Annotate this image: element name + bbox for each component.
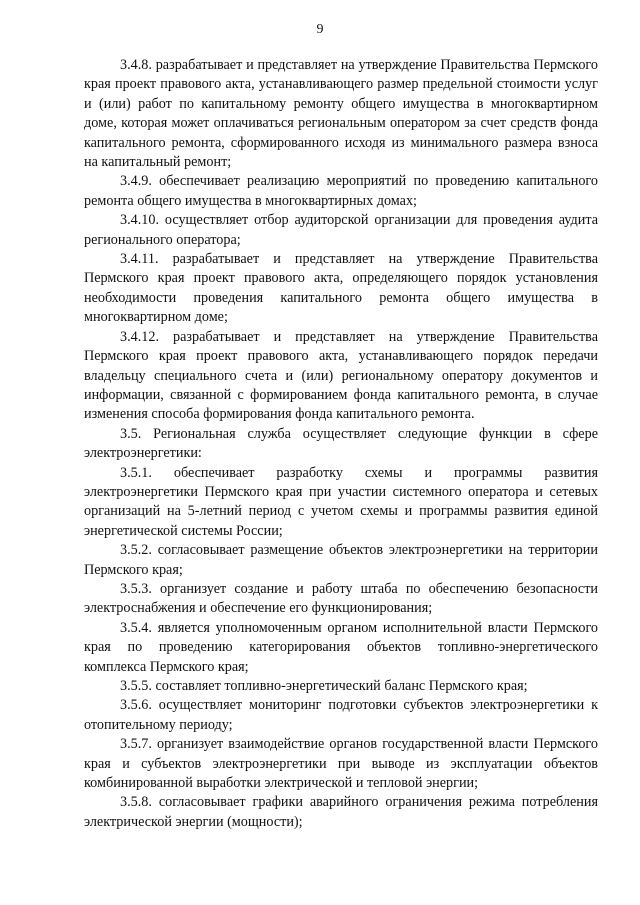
paragraph-3-4-11: 3.4.11. разрабатывает и представляет на утверждение Правительства Пермского края проект правового акта, определяющего порядок установления необходимости проведения капитального ремонта общего имущества в многоквартирном доме; — [84, 251, 598, 326]
paragraph-3-4-10: 3.4.10. осуществляет отбор аудиторской организации для проведения аудита регионального оператора; — [84, 212, 598, 248]
paragraph-3-5-5: 3.5.5. составляет топливно-энергетический баланс Пермского края; — [120, 678, 528, 694]
paragraph-3-5-1: 3.5.1. обеспечивает разработку схемы и программы развития электроэнергетики Пермского края при участии системного оператора и сетевых организаций на 5-летний период с учетом схемы и программы развития единой энергетической системы России; — [84, 464, 598, 539]
paragraph-3-5-7: 3.5.7. организует взаимодействие органов государственной власти Пермского края и субъектов электроэнергетики при выводе из эксплуатации объектов комбинированной выработки электрической и тепловой энергии; — [84, 736, 598, 792]
paragraph-3-5-4: 3.5.4. является уполномоченным органом исполнительной власти Пермского края по проведению категорирования объектов топливно-энергетического комплекса Пермского края; — [84, 619, 598, 675]
paragraph-3-5-3: 3.5.3. организует создание и работу штаба по обеспечению безопасности электроснабжения и обеспечение его функционирования; — [84, 580, 598, 617]
paragraph-3-5-2: 3.5.2. согласовывает размещение объектов электроэнергетики на территории Пермского края; — [84, 542, 598, 578]
paragraph-3-4-12: 3.4.12. разрабатывает и представляет на утверждение Правительства Пермского края проект правового акта, устанавливающего порядок передачи владельцу специального счета и (или) региональному оператору документов и информации, связанной с формированием фонда капитального ремонта, в случае изменения способа формирования фонда капитального ремонта. — [84, 328, 598, 423]
document-body — [84, 56, 598, 832]
paragraph-3-5: 3.5. Региональная служба осуществляет следующие функции в сфере электроэнергетики: — [84, 425, 598, 462]
page-number: 9 — [316, 22, 324, 37]
paragraph-3-5-8: 3.5.8. согласовывает графики аварийного ограничения режима потребления электрической энергии (мощности); — [84, 794, 598, 830]
paragraph-3-4-9: 3.4.9. обеспечивает реализацию мероприятий по проведению капитального ремонта общего имущества в многоквартирных домах; — [84, 173, 598, 209]
paragraph-3-5-6: 3.5.6. осуществляет мониторинг подготовки субъектов электроэнергетики к отопительному периоду; — [84, 697, 598, 733]
paragraph-3-4-8: 3.4.8. разрабатывает и представляет на утверждение Правительства Пермского края проект правового акта, устанавливающего размер предельной стоимости услуг и (или) работ по капитальному ремонту общего имущества в многоквартирном доме, которая может оплачиваться региональным оператором за счет средств фонда капитального ремонта, сформированного исходя из минимального размера взноса на капитальный ремонт; — [84, 57, 598, 171]
